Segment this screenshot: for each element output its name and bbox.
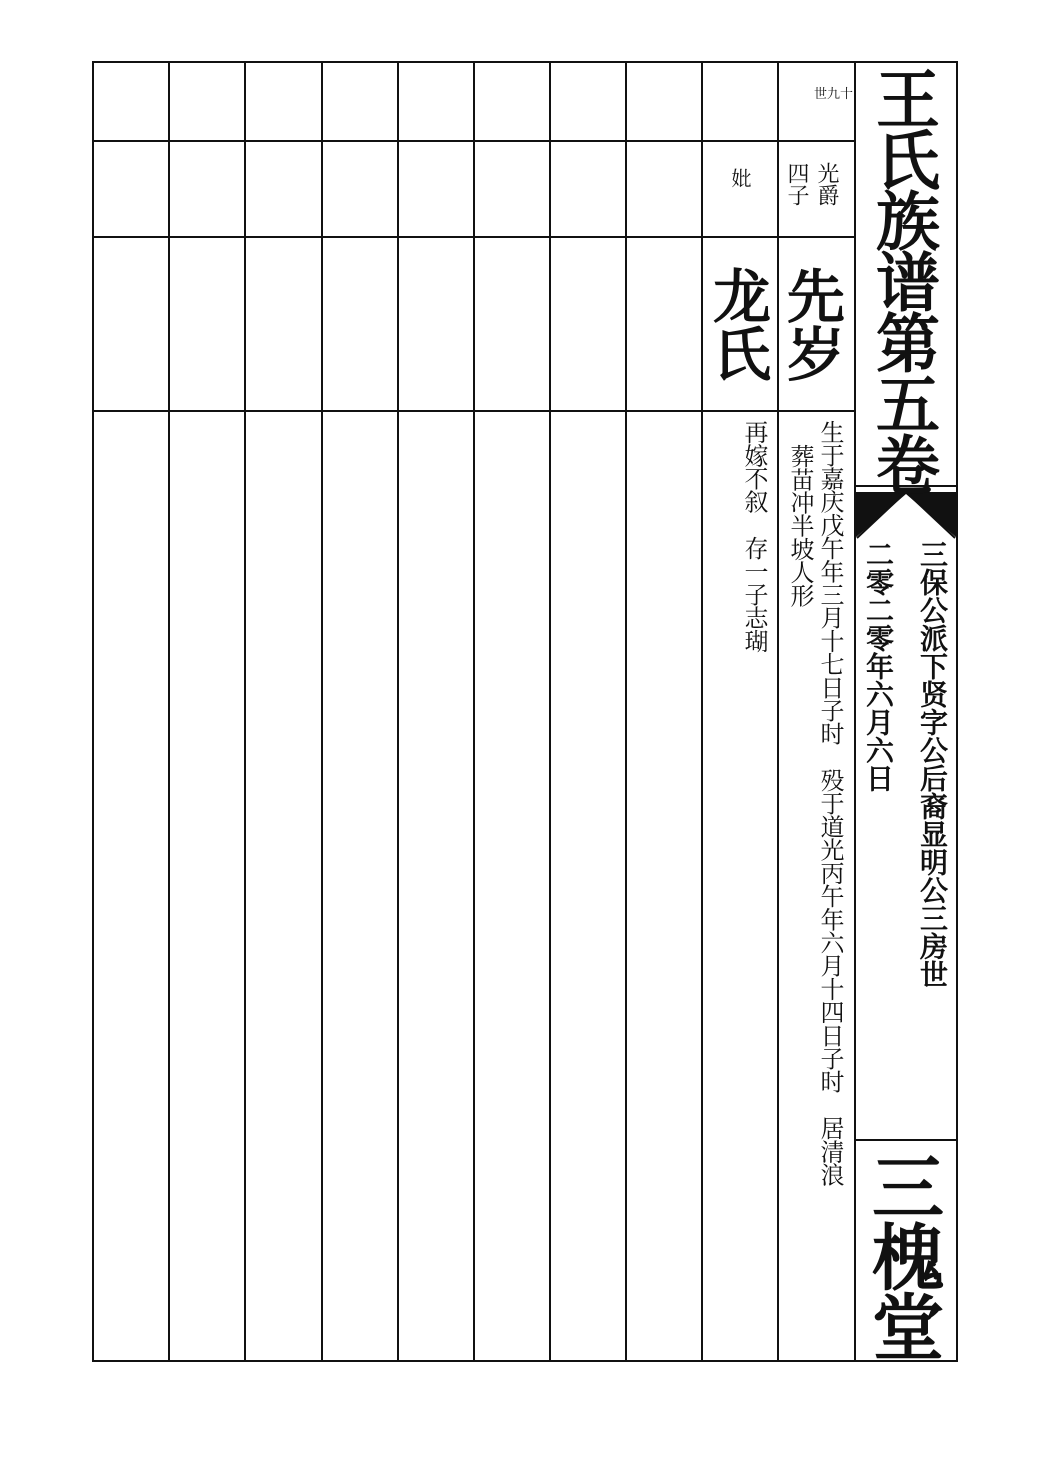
date-line: 二零二零年六月六日 [862,540,895,792]
father-name: 光爵 [814,162,839,206]
wife-name: 龙氏 [703,266,771,382]
person-name: 先岁 [777,266,845,382]
person-biography: 生于嘉庆戊午年三月十七日子时 殁于道光丙午年六月十四日子时 居清浪 [816,420,844,1186]
son-rank: 四子 [784,162,809,206]
branch-line: 三保公派下贤字公后裔显明公三房世 [916,540,949,988]
hall-name: 三槐堂 [860,1150,945,1360]
wife-label: 妣 [728,168,752,188]
generation-label: 世九十 [814,87,854,102]
wife-biography: 再嫁不叙 存一子志瑚 [740,420,768,653]
page-title: 王氏族谱第五卷 [865,66,940,493]
fishtail-ornament [855,492,957,538]
burial-note: 葬苗冲半坡人形 [786,444,814,607]
